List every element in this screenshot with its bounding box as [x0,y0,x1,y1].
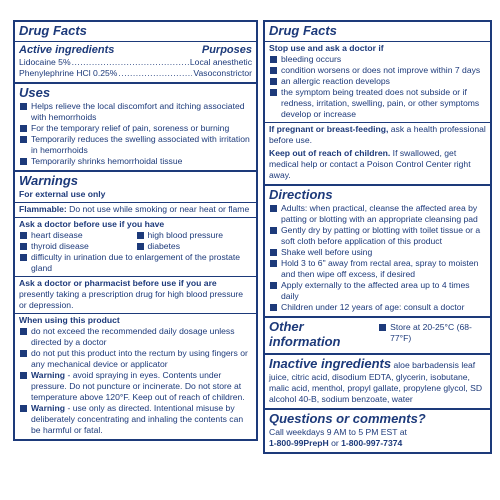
list-item [19,134,252,156]
directions-title: Directions [269,186,333,202]
uses-box [13,84,258,172]
bullet-icon [270,304,277,311]
list-item-text: Shake well before using [281,246,373,257]
list-item [269,225,486,247]
uses-title: Uses [19,85,51,101]
pregnant-text: ask a health professional before use. [269,123,486,145]
other-information-box [263,318,492,355]
warning-text: - use only as directed. Intentional misuse by deliberately concentrating and inhaling the contents can be harmful or fatal. [31,402,244,435]
list-item [269,258,486,280]
list-item-text [31,348,252,370]
keep-out-label: Keep out of reach of children. [269,147,391,158]
list-item [269,280,486,302]
flammable-line [19,204,252,215]
drug-facts-box-left [13,20,258,84]
list-item [19,326,252,348]
list-item [269,302,486,313]
questions-title: Questions or comments? [269,410,426,426]
bullet-icon [20,103,27,110]
bullet-icon [20,405,27,412]
list-item [269,65,486,76]
list-item-text: Temporarily shrinks hemorrhoidal tissue [31,155,183,166]
list-item-text: bleeding occurs [281,53,342,64]
questions-box [263,410,492,454]
ask-doctor-heading: Ask a doctor before use if you have [19,218,165,229]
bullet-icon [20,136,27,143]
list-item [19,403,252,436]
conditions-list [19,230,252,274]
questions-text: Call weekdays 9 AM to 5 PM EST at [269,426,407,437]
stop-use-heading: Stop use and ask a doctor if [269,42,384,53]
list-item [19,156,252,167]
list-item-text: Hold 3 to 6" away from rectal area, spray to moisten and then wipe off excess, if desired [281,257,479,279]
list-item-text: heart disease [31,229,83,240]
bullet-icon [20,350,27,357]
active-ingredients-heading: Active ingredients [19,43,115,56]
list-item [19,230,136,241]
list-item-text: Temporarily reduces the swelling associated with irritation in hemorrhoids [31,133,250,155]
list-item-text: For the temporary relief of pain, soreness or burning [31,122,230,133]
list-item-text: high blood pressure [147,229,223,240]
warning-text: - avoid spraying in eyes. Contents under pressure. Do not puncture or incinerate. Do not store at temperature above 120°F. Keep out of reach of children. [31,369,245,402]
other-information-row [269,320,486,350]
inactive-ingredients-title: Inactive ingredients [269,355,392,371]
bullet-icon [270,78,277,85]
inactive-ingredients-paragraph [269,357,486,405]
other-information-title: Other information [269,318,341,349]
directions-box [263,186,492,318]
list-item-text: Children under 12 years of age: consult a doctor [281,301,465,312]
inactive-ingredients-box [263,355,492,410]
bullet-icon [379,324,386,331]
divider [15,202,256,203]
pregnant-line [269,124,486,146]
list-item-text: Store at 20-25°C (68-77°F) [390,321,472,343]
warning-label: Warning [31,369,66,380]
ingredient-row [19,68,252,79]
bullet-icon [20,243,27,250]
keep-out-line [269,148,486,181]
list-item-text [31,370,252,403]
divider [15,41,256,42]
flammable-label: Flammable: [19,203,67,214]
ask-pharmacist-text: presently taking a prescription drug for high blood pressure or depression. [19,288,244,310]
external-use-text: For external use only [19,188,106,199]
bullet-icon [137,232,144,239]
phone-line [269,438,486,449]
bullet-icon [20,372,27,379]
divider [15,276,256,277]
keep-out-text: If swallowed, get medical help or contact a Poison Control Center right away. [269,147,471,180]
warning-label: Warning [31,402,66,413]
bullet-icon [20,254,27,261]
inactive-ingredients-text: aloe barbadensis leaf juice, citric acid, disodium EDTA, glycerin, isobutane, malic acid, menthol, propyl gallate, propylene glycol, SD alcohol 40-B, sodium benzoate, water [269,359,483,404]
bullet-icon [270,249,277,256]
dot-leader [118,68,192,79]
list-item [19,101,252,123]
active-ingredients-header [19,43,252,57]
ingredient-name: Phenylephrine HCl 0.25% [19,68,118,79]
bullet-icon [20,232,27,239]
warnings-box [13,172,258,441]
divider [265,41,490,42]
bullet-icon [270,260,277,267]
list-item-text [31,326,252,348]
list-item-text: do not exceed the recommended daily dosage unless directed by a doctor [31,325,235,347]
bullet-icon [270,205,277,212]
bullet-icon [20,328,27,335]
bullet-icon [270,56,277,63]
list-item [269,203,486,225]
bullet-icon [270,227,277,234]
drug-facts-box-right [263,20,492,186]
list-item-text: Gently dry by patting or blotting with toilet tissue or a soft cloth before application of this product [281,224,481,246]
list-item-text: Apply externally to the affected area up to 4 times daily [281,279,470,301]
list-item [378,322,486,344]
list-item-text: an allergic reaction develops [281,75,390,86]
list-item [19,123,252,134]
list-item [19,241,136,252]
bullet-icon [20,125,27,132]
purposes-heading: Purposes [201,43,252,56]
ask-pharmacist-heading: Ask a doctor or pharmacist before use if you are [19,277,217,288]
right-column [263,20,492,454]
phone-number: 1-800-997-7374 [341,437,403,448]
list-item [269,54,486,65]
left-column [13,20,258,441]
list-item-text: Helps relieve the local discomfort and itching associated with hemorrhoids [31,100,245,122]
list-item [19,252,252,274]
drug-facts-continued-title: Drug Facts [269,23,337,38]
ingredient-row [19,57,252,68]
list-item [269,76,486,87]
list-item-text: Adults: when practical, cleanse the affected area by patting or blotting with an appropriate cleansing pad [281,202,478,224]
list-item-text: difficulty in urination due to enlargement of the prostate gland [31,251,241,273]
ingredient-purpose: Vasoconstrictor [193,68,252,79]
drug-facts-title: Drug Facts [19,23,87,38]
list-item [136,241,253,252]
flammable-text: Do not use while smoking or near heat or flame [69,203,250,214]
ask-pharmacist-line [19,278,252,311]
warnings-title: Warnings [19,172,78,188]
list-item [136,230,253,241]
ingredient-name: Lidocaine 5% [19,57,71,68]
list-item-text: do not put this product into the rectum by using fingers or any mechanical device or applicator [31,347,248,369]
list-item-text [31,403,252,436]
list-item [269,247,486,258]
bullet-icon [270,282,277,289]
bullet-icon [20,158,27,165]
divider [15,313,256,314]
list-item [19,370,252,403]
or-text: or [328,437,342,448]
list-item [269,87,486,120]
list-item-text: thyroid disease [31,240,89,251]
list-item-text: condition worsens or does not improve within 7 days [281,64,481,75]
list-item [19,348,252,370]
ingredient-purpose: Local anesthetic [189,57,252,68]
bullet-icon [137,243,144,250]
dot-leader [72,57,189,68]
pregnant-label: If pregnant or breast-feeding, [269,123,389,134]
list-item-text: the symptom being treated does not subside or if redness, irritation, swelling, pain, or other symptoms develop or increase [281,86,480,119]
bullet-icon [270,89,277,96]
divider [265,122,490,123]
divider [15,217,256,218]
when-using-heading: When using this product [19,314,120,325]
list-item-text: diabetes [147,240,180,251]
bullet-icon [270,67,277,74]
phone-number: 1-800-99PrepH [269,437,329,448]
